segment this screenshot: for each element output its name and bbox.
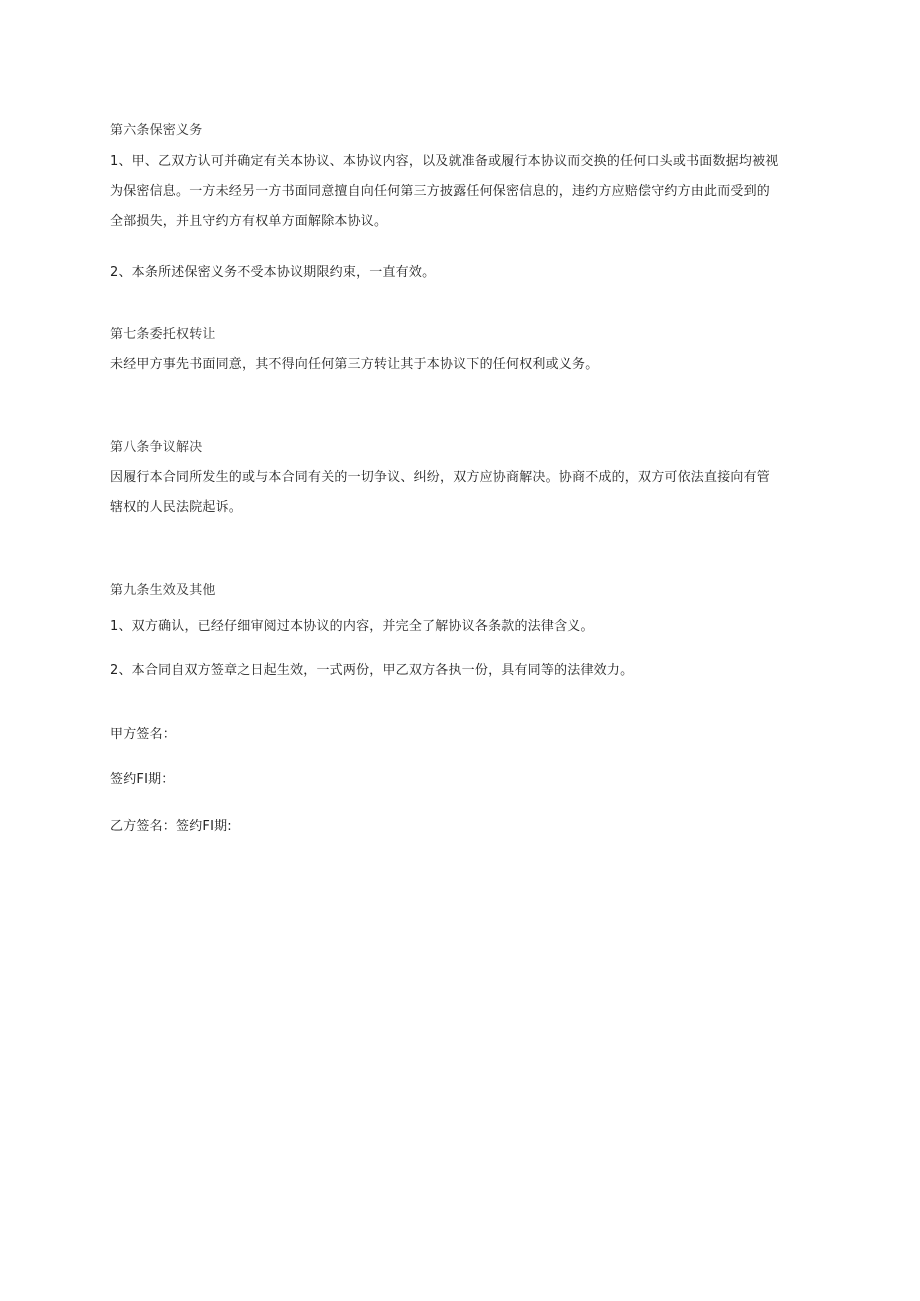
paragraph-line: 2、本合同自双方签章之日起生效，一式两份，甲乙双方各执一份，具有同等的法律效力。 bbox=[110, 663, 634, 678]
paragraph-line: 1、甲、乙双方认可并确定有关本协议、本协议内容，以及就准备或履行本协议而交换的任何口头或书面数据均被视 bbox=[110, 154, 779, 169]
party-a-date-label: 签约FI期： bbox=[110, 772, 175, 787]
paragraph-line: 因履行本合同所发生的或与本合同有关的一切争议、纠纷，双方应协商解决。协商不成的，双方可依法直接向有管 bbox=[110, 470, 771, 485]
paragraph-line: 1、双方确认，已经仔细审阅过本协议的内容，并完全了解协议各条款的法律含义。 bbox=[110, 619, 594, 634]
paragraph-line: 全部损失，并且守约方有权单方面解除本协议。 bbox=[110, 214, 388, 229]
section-heading-assignment: 第七条委托权转让 bbox=[110, 327, 216, 342]
section-heading-dispute: 第八条争议解决 bbox=[110, 440, 203, 455]
party-b-signature-date-label: 乙方签名：签约FI期: bbox=[110, 819, 232, 834]
paragraph-line: 辖权的人民法院起诉。 bbox=[110, 500, 243, 515]
paragraph-line: 为保密信息。一方未经另一方书面同意擅自向任何第三方披露任何保密信息的，违约方应赔偿守约方由此而受到的 bbox=[110, 184, 771, 199]
party-a-signature-label: 甲方签名： bbox=[110, 727, 177, 742]
section-heading-effectiveness: 第九条生效及其他 bbox=[110, 583, 216, 598]
section-heading-confidentiality: 第六条保密义务 bbox=[110, 123, 203, 138]
paragraph-line: 未经甲方事先书面同意，其不得向任何第三方转让其于本协议下的任何权利或义务。 bbox=[110, 357, 599, 372]
paragraph-line: 2、本条所述保密义务不受本协议期限约束，一直有效。 bbox=[110, 265, 436, 280]
